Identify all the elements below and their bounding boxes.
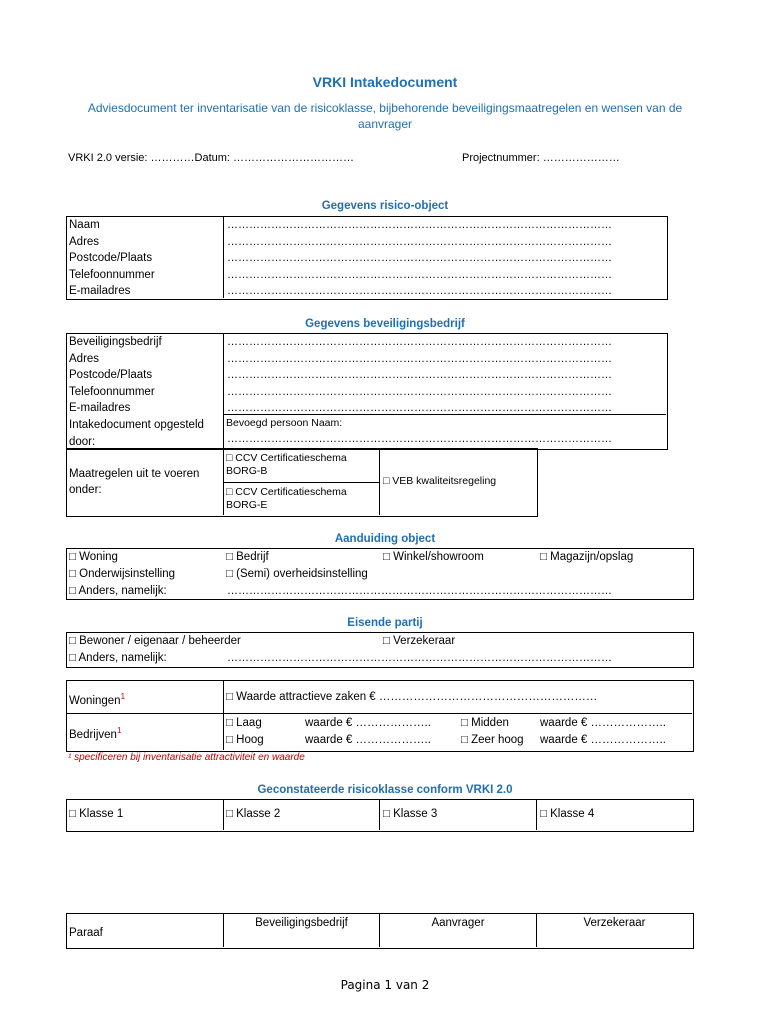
- zeer-hoog-checkbox[interactable]: □ Zeer hoog: [461, 734, 524, 746]
- section-heading-aanduiding-object: Aanduiding object: [334, 533, 436, 545]
- risico-label-naam: Naam: [69, 219, 100, 231]
- page-title: VRKI Intakedocument: [312, 74, 458, 90]
- bedrijf-label-postcode: Postcode/Plaats: [69, 369, 153, 382]
- paraaf-verzekeraar[interactable]: Verzekeraar: [583, 917, 646, 929]
- borg-e-checkbox[interactable]: □ CCV Certificatieschema: [226, 486, 347, 498]
- klasse-1-checkbox[interactable]: □ Klasse 1: [69, 808, 124, 820]
- section-heading-eisende-partij: Eisende partij: [347, 617, 423, 629]
- magazijn-checkbox[interactable]: □ Magazijn/opslag: [540, 551, 634, 563]
- maatregelen-label-line2: onder:: [69, 484, 102, 496]
- footnote-text: ¹ specificeren bij inventarisatie attractiviteit en waarde: [68, 752, 305, 763]
- risico-field-email[interactable]: ……………………………………………………………………………………………: [227, 285, 612, 298]
- column-divider: [223, 217, 224, 298]
- aanduiding-object-box: [66, 548, 694, 600]
- bewoner-checkbox[interactable]: □ Bewoner / eigenaar / beheerder: [69, 635, 241, 647]
- bedrijf-field-postcode[interactable]: ……………………………………………………………………………………………: [227, 369, 612, 382]
- page-subtitle: Adviesdocument ter inventarisatie van de risicoklasse, bijbehorende beveiligingsmaatregelen en wensen van de aanvrager: [87, 101, 683, 131]
- overheid-checkbox[interactable]: □ (Semi) overheidsinstelling: [226, 568, 368, 580]
- partij-anders-checkbox[interactable]: □ Anders, namelijk:: [69, 652, 167, 664]
- borg-e-label-line2: BORG-E: [226, 499, 268, 511]
- bedrijf-field-email[interactable]: ……………………………………………………………………………………………: [227, 402, 612, 415]
- paraaf-beveiligingsbedrijf[interactable]: Beveiligingsbedrijf: [255, 917, 348, 929]
- beveiligingsbedrijf-table: [66, 333, 668, 450]
- bedrijf-label-adres: Adres: [69, 352, 100, 365]
- footnote-marker: 1: [120, 692, 126, 701]
- hoog-checkbox[interactable]: □ Hoog: [226, 734, 264, 746]
- risico-field-telefoon[interactable]: ……………………………………………………………………………………………: [227, 268, 612, 281]
- version-date-line[interactable]: VRKI 2.0 versie: …………Datum: ……………………………: [68, 152, 355, 164]
- winkel-checkbox[interactable]: □ Winkel/showroom: [383, 551, 484, 563]
- column-divider: [379, 800, 380, 830]
- bedrijf-label-email: E-mailadres: [69, 402, 131, 415]
- bevoegd-persoon-label: Bevoegd persoon Naam:: [226, 417, 343, 429]
- verzekeraar-checkbox[interactable]: □ Verzekeraar: [383, 635, 456, 647]
- borg-b-checkbox[interactable]: □ CCV Certificatieschema: [226, 452, 347, 464]
- woningen-label: Woningen$^1$: [69, 692, 126, 707]
- borg-b-label-line2: BORG-B: [226, 465, 268, 477]
- risico-object-table: [66, 216, 668, 300]
- column-divider: [223, 334, 224, 448]
- bedrijven-label: Bedrijven$^1$: [69, 726, 122, 741]
- paraaf-table: [66, 913, 694, 949]
- column-divider: [223, 681, 224, 750]
- zeer-hoog-waarde-field[interactable]: waarde € ………………..: [540, 734, 666, 746]
- risicoklasse-table: [66, 799, 694, 832]
- object-anders-checkbox[interactable]: □ Anders, namelijk:: [69, 585, 167, 597]
- hoog-waarde-field[interactable]: waarde € ………………..: [305, 734, 431, 746]
- bevoegd-persoon-field[interactable]: ……………………………………………………………………………………………: [227, 433, 612, 445]
- project-number-line[interactable]: Projectnummer: …………………: [462, 152, 620, 164]
- row-divider: [67, 713, 692, 714]
- risico-label-adres: Adres: [69, 235, 100, 248]
- column-divider: [536, 800, 537, 830]
- bedrijf-field-telefoon[interactable]: ……………………………………………………………………………………………: [227, 385, 612, 398]
- paraaf-aanvrager[interactable]: Aanvrager: [431, 917, 485, 929]
- eisende-partij-box: [66, 632, 694, 668]
- section-heading-risicoklasse: Geconstateerde risicoklasse conform VRKI 2.0: [257, 784, 513, 796]
- klasse-3-checkbox[interactable]: □ Klasse 3: [383, 808, 438, 820]
- opgesteld-label-line2: door:: [69, 435, 96, 448]
- laag-waarde-field[interactable]: waarde € ………………..: [305, 717, 431, 729]
- risico-field-postcode[interactable]: ……………………………………………………………………………………………: [227, 252, 612, 265]
- klasse-2-checkbox[interactable]: □ Klasse 2: [226, 808, 281, 820]
- bedrijf-field-adres[interactable]: ……………………………………………………………………………………………: [227, 352, 612, 365]
- column-divider: [379, 449, 380, 515]
- maatregelen-label: Maatregelen uit te voeren: [69, 468, 200, 480]
- veb-checkbox[interactable]: □ VEB kwaliteitsregeling: [383, 475, 497, 487]
- waarde-table: [66, 680, 694, 752]
- section-heading-beveiligingsbedrijf: Gegevens beveiligingsbedrijf: [305, 318, 465, 330]
- woning-checkbox[interactable]: □ Woning: [69, 551, 118, 563]
- midden-checkbox[interactable]: □ Midden: [461, 717, 509, 729]
- row-divider: [223, 482, 379, 483]
- page-number: Pagina 1 van 2: [340, 978, 430, 992]
- midden-waarde-field[interactable]: waarde € ………………..: [540, 717, 666, 729]
- attractieve-zaken-field[interactable]: □ Waarde attractieve zaken € …………………………………………………: [226, 691, 598, 703]
- klasse-4-checkbox[interactable]: □ Klasse 4: [540, 808, 595, 820]
- maatregelen-table: [66, 448, 538, 517]
- risico-label-postcode: Postcode/Plaats: [69, 252, 153, 265]
- risico-field-adres[interactable]: ……………………………………………………………………………………………: [227, 235, 612, 248]
- laag-checkbox[interactable]: □ Laag: [226, 717, 262, 729]
- onderwijs-checkbox[interactable]: □ Onderwijsinstelling: [69, 568, 176, 580]
- column-divider: [223, 800, 224, 830]
- paraaf-label: Paraaf: [69, 927, 103, 939]
- bedrijf-field-naam[interactable]: ……………………………………………………………………………………………: [227, 336, 612, 348]
- risico-label-telefoon: Telefoonnummer: [69, 268, 155, 281]
- partij-anders-field[interactable]: ……………………………………………………………………………………………: [227, 652, 612, 664]
- risico-field-naam[interactable]: ……………………………………………………………………………………………: [227, 219, 612, 231]
- bedrijf-checkbox[interactable]: □ Bedrijf: [226, 551, 269, 563]
- risico-label-email: E-mailadres: [69, 285, 131, 298]
- footnote-marker: 1: [116, 726, 122, 735]
- bedrijf-label-naam: Beveiligingsbedrijf: [69, 336, 162, 348]
- opgesteld-label: Intakedocument opgesteld: [69, 418, 204, 431]
- object-anders-field[interactable]: ……………………………………………………………………………………………: [227, 585, 612, 597]
- bedrijf-label-telefoon: Telefoonnummer: [69, 385, 155, 398]
- section-heading-risico-object: Gegevens risico-object: [321, 200, 449, 212]
